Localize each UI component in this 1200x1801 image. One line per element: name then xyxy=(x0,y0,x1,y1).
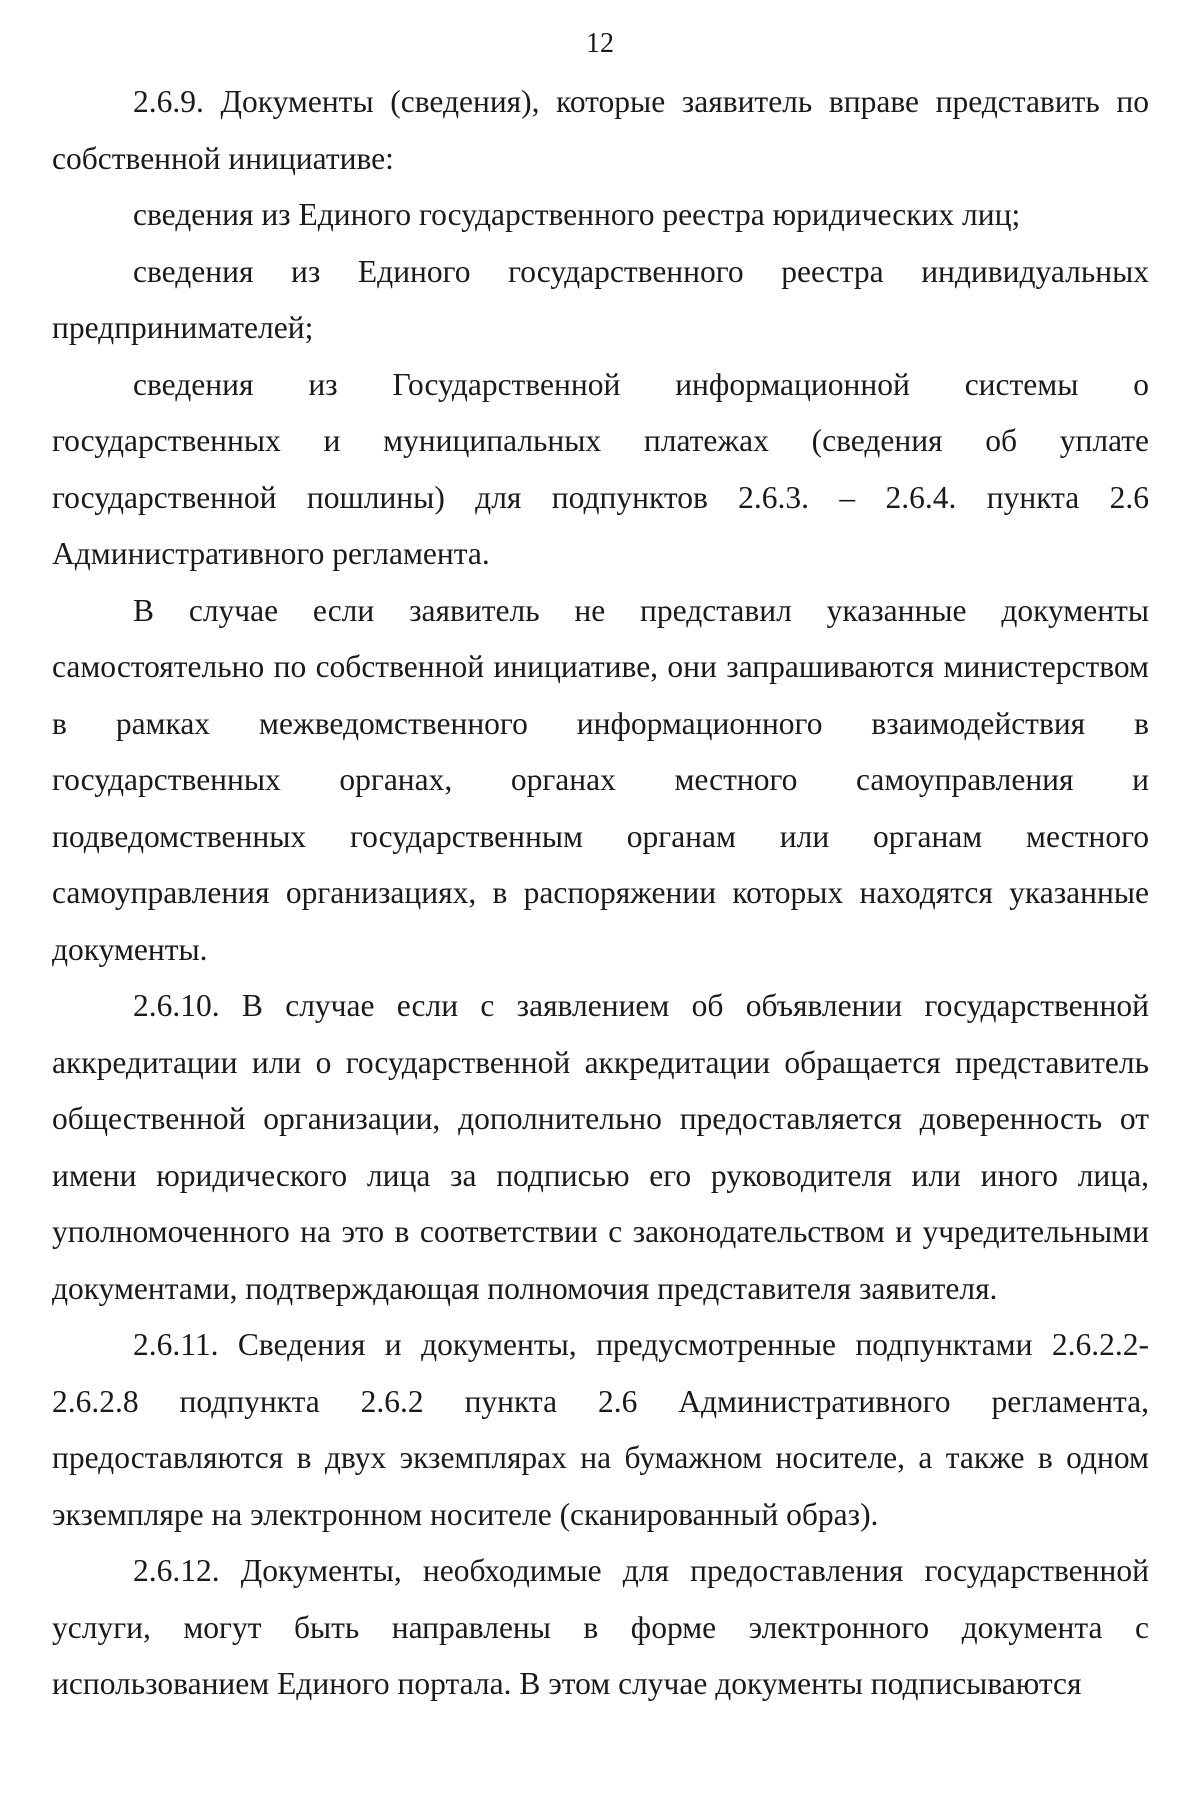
paragraph-2-6-11: 2.6.11. Сведения и документы, предусмотренные подпунктами 2.6.2.2-2.6.2.8 подпункта 2.6.2 пункта 2.6 Административного регламента, предоставляются в двух экземплярах на бумажном носителе, а также в одном экземпляре на электронном носителе (сканированный образ). xyxy=(52,1327,1149,1532)
document-body xyxy=(52,74,1149,1713)
paragraph-egrul: сведения из Единого государственного реестра юридических лиц; xyxy=(133,197,1021,232)
paragraph-2-6-10: 2.6.10. В случае если с заявлением об объявлении государственной аккредитации или о государственной аккредитации обращается представитель общественной организации, дополнительно предоставляется доверенность от имени юридического лица за подписью его руководителя или иного лица, уполномоченного на это в соответствии с законодательством и учредительными документами, подтверждающая полномочия представителя заявителя. xyxy=(52,988,1149,1306)
paragraph-2-6-12: 2.6.12. Документы, необходимые для предоставления государственной услуги, могут быть направлены в форме электронного документа с использованием Единого портала. В этом случае документы подписываются xyxy=(52,1553,1149,1701)
paragraph-egrip: сведения из Единого государственного реестра индивидуальных предпринимателей; xyxy=(52,253,1149,345)
paragraph-interagency-request: В случае если заявитель не представил указанные документы самостоятельно по собственной инициативе, они запрашиваются министерством в рамках межведомственного информационного взаимодействия в государственных органах, органах местного самоуправления и подведомственных государственным органам или органам местного самоуправления организациях, в распоряжении которых находятся указанные документы. xyxy=(52,592,1149,967)
paragraph-gis-gmp: сведения из Государственной информационной системы о государственных и муниципальных платежах (сведения об уплате государственной пошлины) для подпунктов 2.6.3. – 2.6.4. пункта 2.6 Административного регламента. xyxy=(52,366,1149,571)
paragraph-2-6-9: 2.6.9. Документы (сведения), которые заявитель вправе представить по собственной инициативе: xyxy=(52,84,1149,176)
page-number: 12 xyxy=(586,28,614,59)
